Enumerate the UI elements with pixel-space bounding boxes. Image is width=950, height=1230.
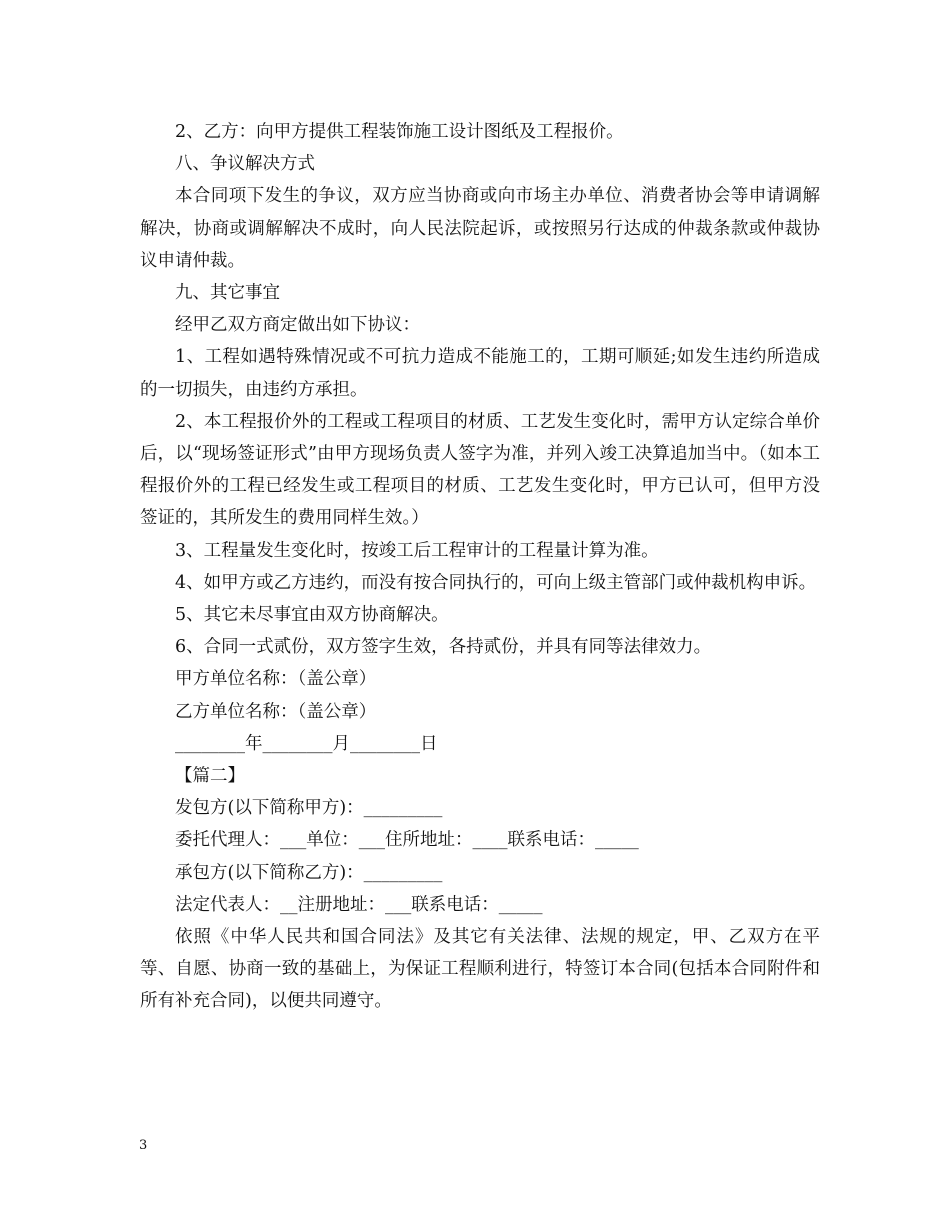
paragraph-clause-2: 2、本工程报价外的工程或工程项目的材质、工艺发生变化时，需甲方认定综合单价后，以“现场签证形式”由甲方现场负责人签字为准，并列入竣工决算追加当中。（如本工程报价外的工程已经发生或工程项目的材质、工艺发生变化时，甲方已认可，但甲方没签证的，其所发生的费用同样生效。） <box>140 411 820 529</box>
heading-dispute-resolution: 八、争议解决方式 <box>175 154 315 175</box>
paragraph-contract-basis: 依照《中华人民共和国合同法》及其它有关法律、法规的规定，甲、乙双方在平等、自愿、协商一致的基础上，为保证工程顺利进行，特签订本合同(包括本合同附件和所有补充合同)，以便共同遵守。 <box>140 927 820 1012</box>
body-text <box>140 116 820 1018</box>
party-b-name-line: 乙方单位名称：（盖公章） <box>175 701 377 722</box>
legal-representative-line: 法定代表人：__注册地址：___联系电话：_____ <box>175 894 543 915</box>
agent-details-line: 委托代理人：___单位：___住所地址：____联系电话：_____ <box>175 830 639 851</box>
paragraph-agreement-intro: 经甲乙双方商定做出如下协议： <box>175 315 420 336</box>
paragraph-clause-6: 6、合同一式贰份，双方签字生效，各持贰份，并具有同等法律效力。 <box>175 637 712 658</box>
paragraph-clause-4: 4、如甲方或乙方违约，而没有按合同执行的，可向上级主管部门或仲裁机构申诉。 <box>175 572 817 593</box>
section-heading-part-two: 【篇二】 <box>175 766 245 787</box>
contractor-line: 承包方(以下简称乙方)：_________ <box>175 862 443 883</box>
paragraph-clause-3: 3、工程量发生变化时，按竣工后工程审计的工程量计算为准。 <box>175 540 659 561</box>
heading-other-matters: 九、其它事宜 <box>175 283 280 304</box>
paragraph-supplier-duty: 2、乙方：向甲方提供工程装饰施工设计图纸及工程报价。 <box>175 122 624 142</box>
employer-line: 发包方(以下简称甲方)：_________ <box>175 798 443 819</box>
date-line: ________年________月________日 <box>175 733 438 754</box>
paragraph-dispute-resolution: 本合同项下发生的争议，双方应当协商或向市场主办单位、消费者协会等申请调解解决，协商或调解解决不成时，向人民法院起诉，或按照另行达成的仲裁条款或仲裁协议申请仲裁。 <box>140 186 820 271</box>
party-a-name-line: 甲方单位名称：（盖公章） <box>175 669 377 690</box>
paragraph-clause-1: 1、工程如遇特殊情况或不可抗力造成不能施工的，工期可顺延;如发生违约所造成的一切损失，由违约方承担。 <box>140 347 820 400</box>
page-number: 3 <box>139 1138 148 1153</box>
paragraph-clause-5: 5、其它未尽事宜由双方协商解决。 <box>175 605 449 626</box>
